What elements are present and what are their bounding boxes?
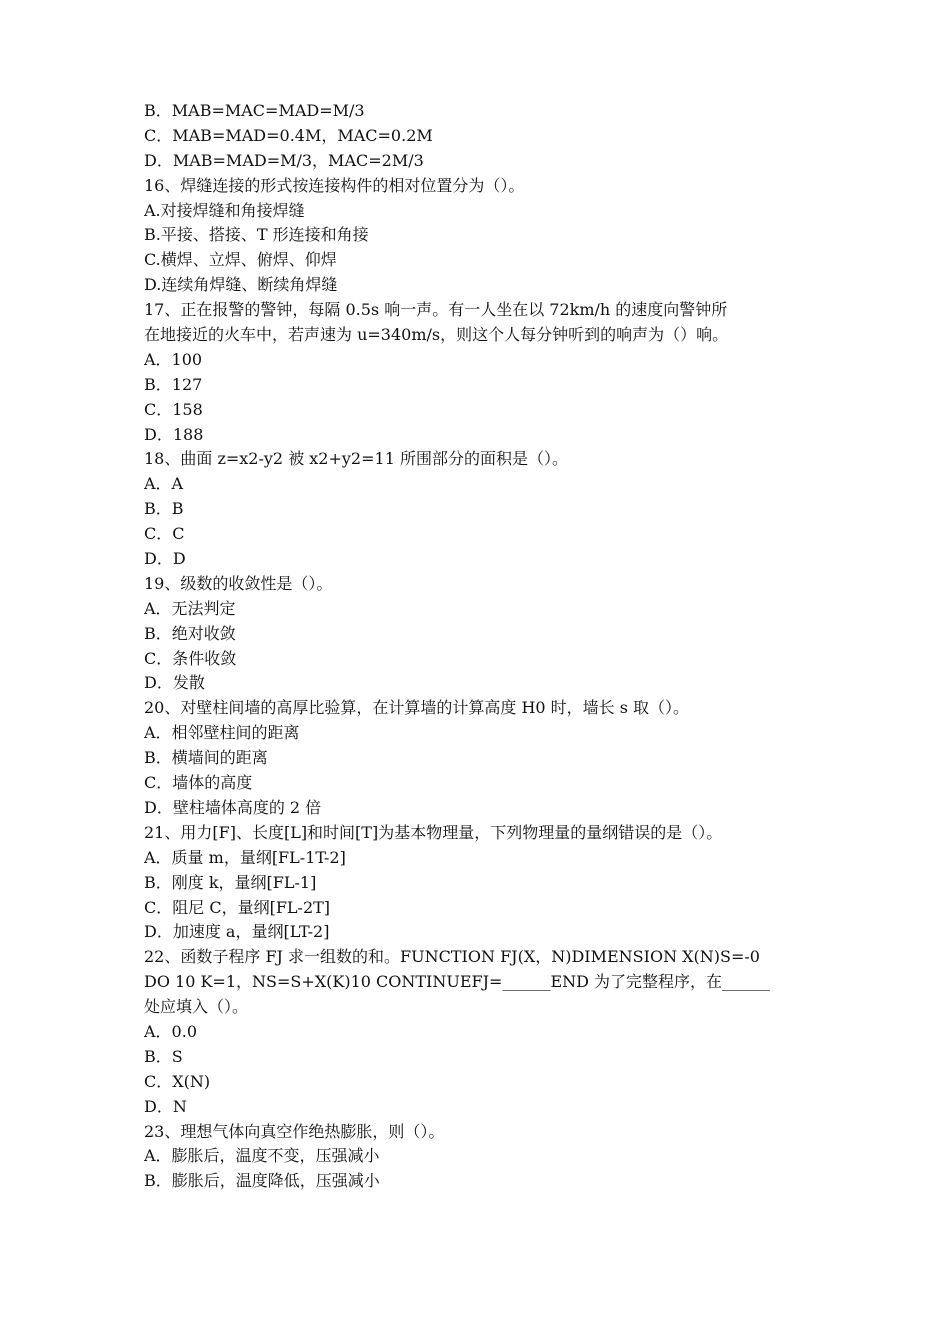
option-line: A.对接焊缝和角接焊缝	[144, 200, 305, 220]
option-line: C．158	[144, 399, 203, 419]
document-body	[144, 99, 814, 1194]
option-line: D．N	[144, 1096, 187, 1116]
option-line: A．100	[144, 349, 203, 369]
option-line: B．B	[144, 499, 184, 519]
option-line: B．膨胀后，温度降低，压强减小	[144, 1171, 380, 1191]
option-line: D．188	[144, 424, 204, 444]
option-line: C．墙体的高度	[144, 773, 253, 793]
option-line: B．MAB=MAC=MAD=M/3	[144, 101, 365, 120]
option-line: B.平接、搭接、T 形连接和角接	[144, 225, 369, 245]
option-line: B．横墙间的距离	[144, 748, 268, 768]
question-20: 20、对壁柱间墙的高厚比验算，在计算墙的计算高度 H0 时，墙长 s 取（）。	[144, 698, 690, 718]
option-line: D.连续角焊缝、断续角焊缝	[144, 275, 338, 295]
option-line: A．质量 m，量纲[FL-1T-2]	[144, 847, 346, 867]
question-17: 17、正在报警的警钟，每隔 0.5s 响一声。有一人坐在以 72km/h 的速度向警钟所	[144, 300, 728, 320]
option-line: D．发散	[144, 673, 205, 693]
option-line: C．阻尼 C，量纲[FL-2T]	[144, 897, 331, 917]
option-line: B．S	[144, 1046, 183, 1066]
option-line: D．D	[144, 549, 186, 569]
option-line: D．MAB=MAD=M/3，MAC=2M/3	[144, 150, 424, 170]
option-line: A．无法判定	[144, 598, 236, 618]
question-21: 21、用力[F]、长度[L]和时间[T]为基本物理量，下列物理量的量纲错误的是（）。	[144, 822, 723, 842]
option-line: B．127	[144, 374, 203, 394]
option-line: D．加速度 a，量纲[LT-2]	[144, 922, 330, 942]
option-line: D．壁柱墙体高度的 2 倍	[144, 797, 322, 817]
option-line: A．相邻壁柱间的距离	[144, 723, 300, 743]
option-line: A．0.0	[144, 1021, 198, 1041]
question-22: 22、函数子程序 FJ 求一组数的和。FUNCTION FJ(X，N)DIMENSION X(N)S=-0	[144, 947, 760, 967]
option-line: C．MAB=MAD=0.4M，MAC=0.2M	[144, 125, 433, 145]
question-22-continued: DO 10 K=1，NS=S+X(K)10 CONTINUEFJ=______END 为了完整程序，在______	[144, 972, 771, 992]
option-line: C．X(N)	[144, 1071, 211, 1091]
question-18: 18、曲面 z=x2-y2 被 x2+y2=11 所围部分的面积是（）。	[144, 449, 568, 469]
question-19: 19、级数的收敛性是（）。	[144, 573, 333, 593]
question-23: 23、理想气体向真空作绝热膨胀，则（）。	[144, 1121, 445, 1141]
option-line: B．刚度 k，量纲[FL-1]	[144, 872, 317, 892]
question-16: 16、焊缝连接的形式按连接构件的相对位置分为（）。	[144, 175, 525, 195]
question-22-continued: 处应填入（）。	[144, 997, 249, 1017]
option-line: B．绝对收敛	[144, 623, 236, 643]
option-line: C．C	[144, 524, 185, 544]
option-line: C．条件收敛	[144, 648, 237, 668]
option-line: A．膨胀后，温度不变，压强减小	[144, 1146, 380, 1166]
option-line: C.横焊、立焊、俯焊、仰焊	[144, 250, 337, 270]
question-17-continued: 在地接近的火车中，若声速为 u=340m/s，则这个人每分钟听到的响声为（）响。	[144, 325, 729, 345]
option-line: A．A	[144, 474, 184, 494]
